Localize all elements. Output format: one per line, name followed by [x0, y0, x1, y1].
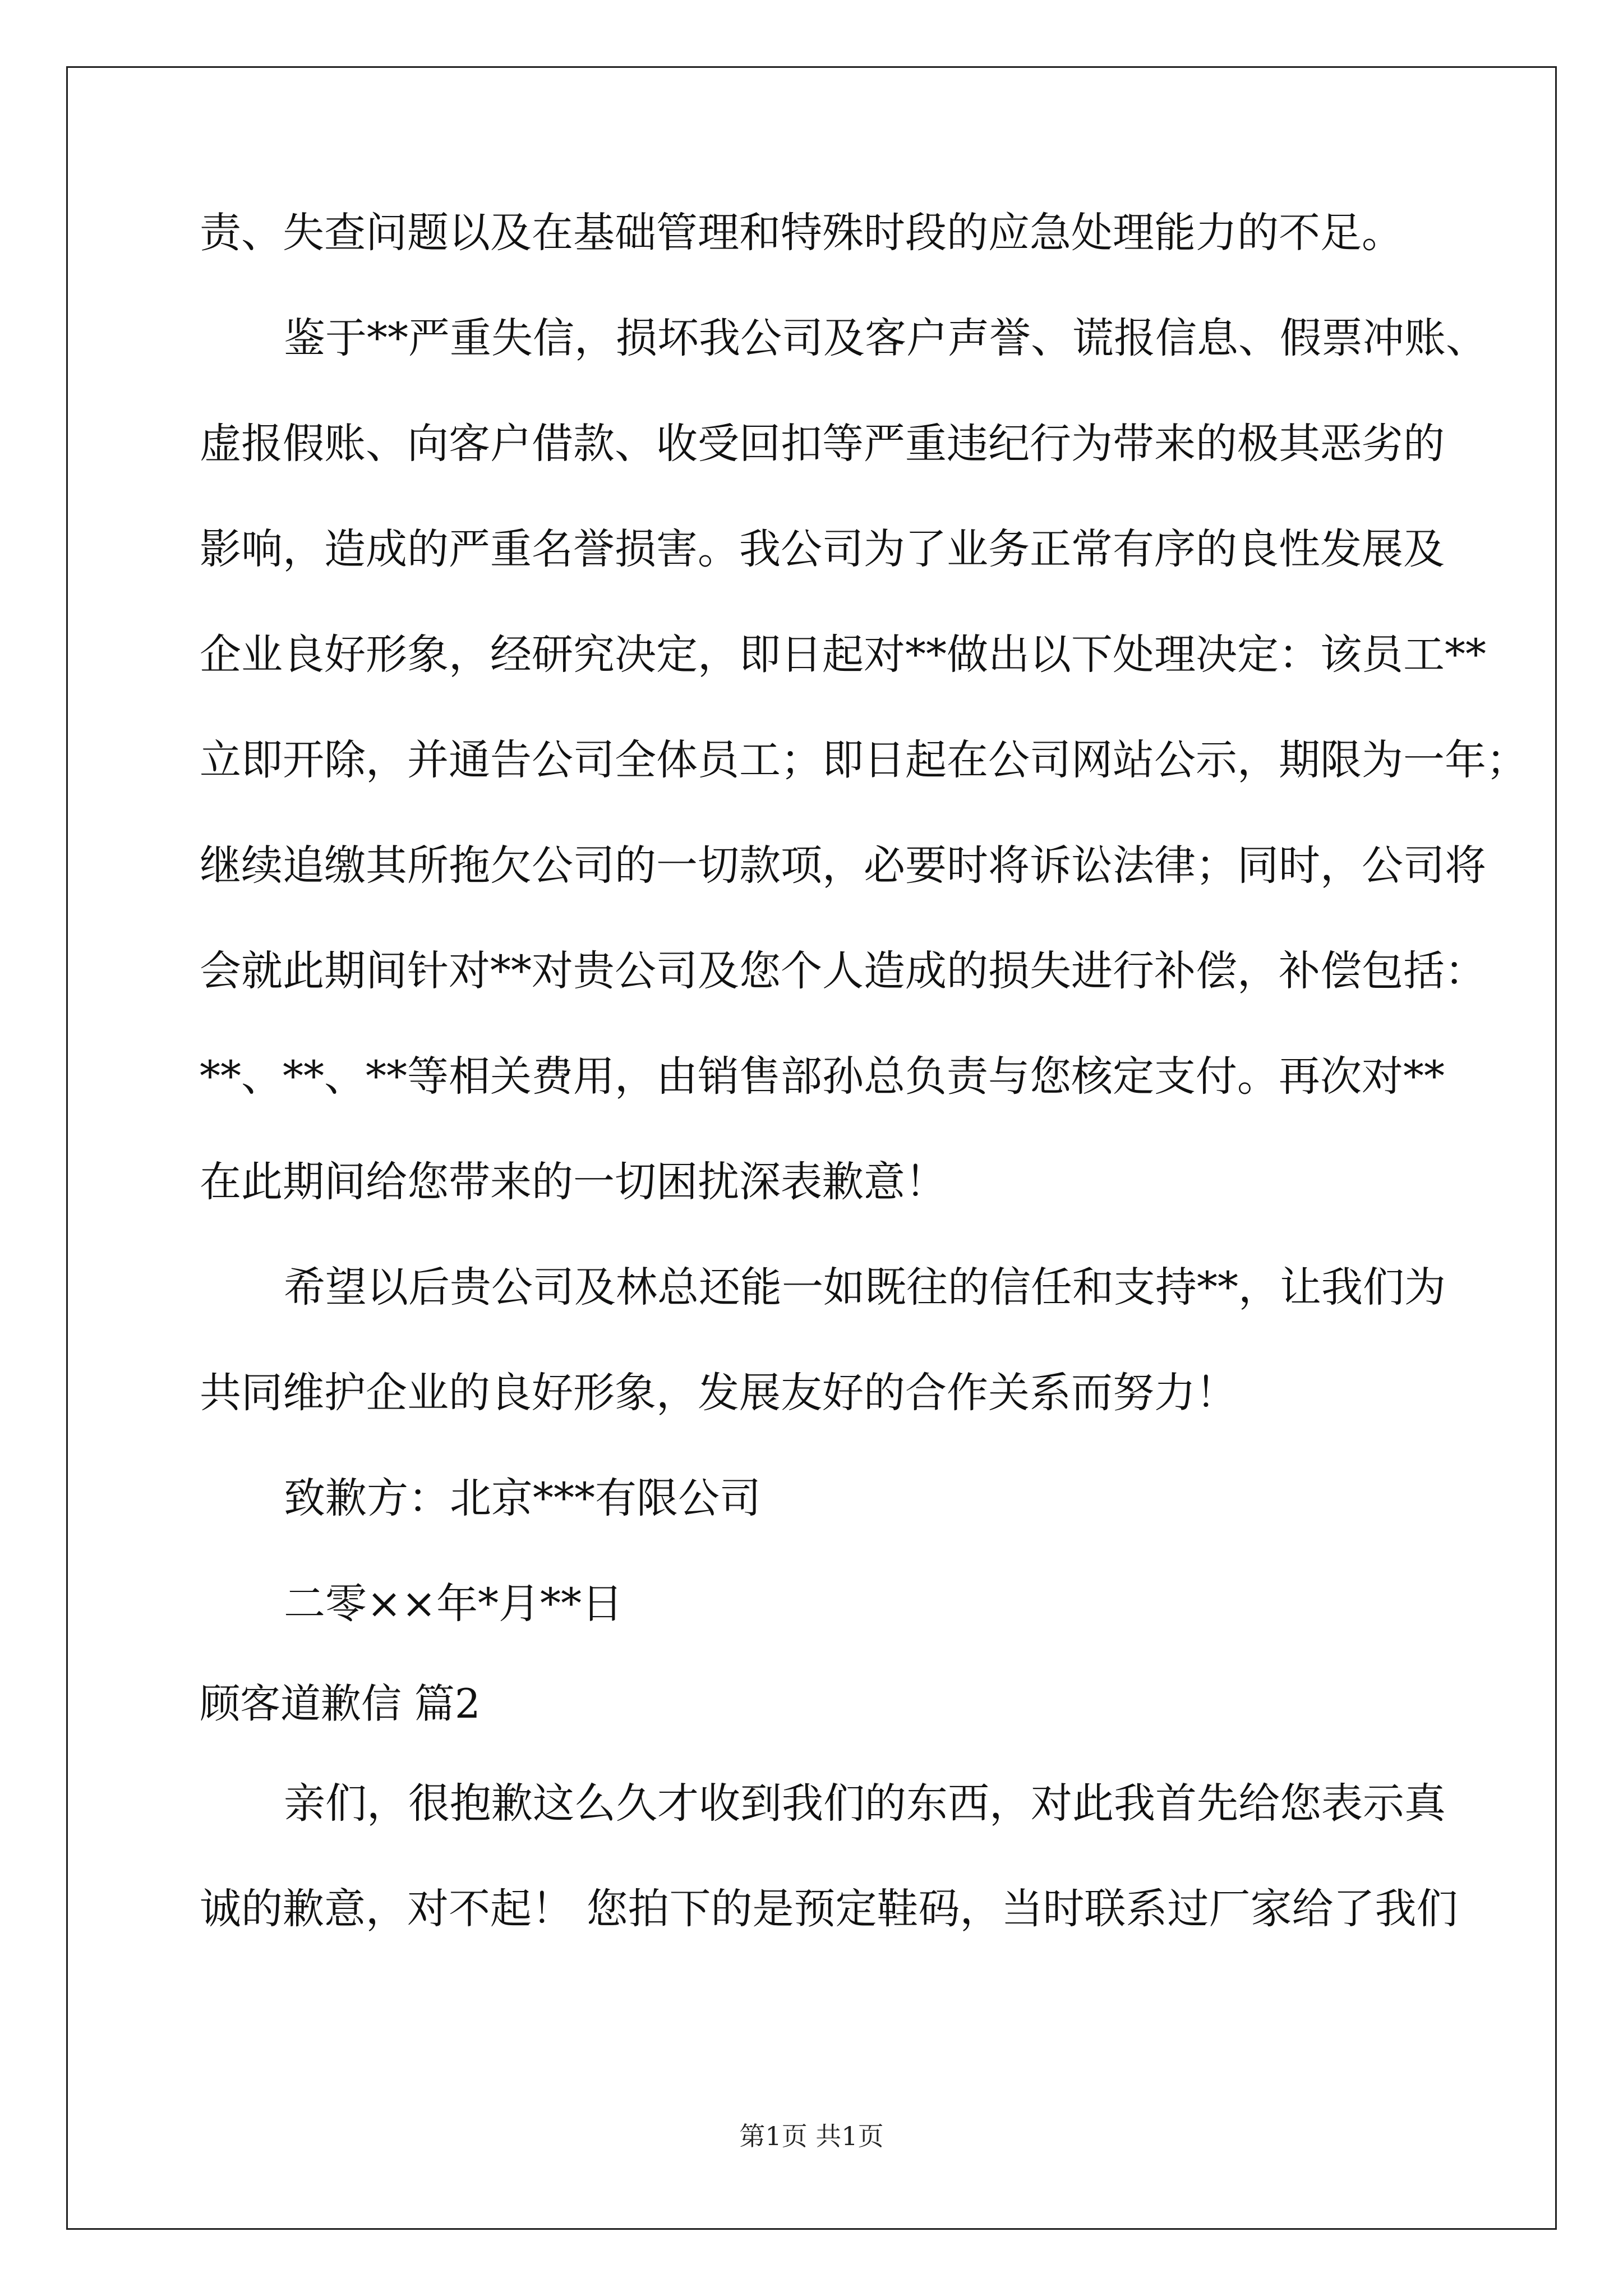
paragraph-line: 在此期间给您带来的一切困扰深表歉意！: [200, 1158, 947, 1206]
paragraph-line: 责、失查问题以及在基础管理和特殊时段的应急处理能力的不足。: [200, 209, 1403, 257]
page-footer: 第1页 共1页: [739, 2121, 884, 2151]
paragraph-line: 鉴于**严重失信，损坏我公司及客户声誉、谎报信息、假票冲账、: [284, 314, 1487, 362]
signature-line: 致歉方：北京***有限公司: [284, 1474, 761, 1522]
paragraph-line: 诚的歉意，对不起！ 您拍下的是预定鞋码，当时联系过厂家给了我们: [200, 1885, 1458, 1933]
paragraph-line: 会就此期间针对**对贵公司及您个人造成的损失进行补偿，补偿包括：: [200, 947, 1486, 995]
section-heading: 顾客道歉信 篇2: [200, 1680, 481, 1727]
paragraph-line: 立即开除，并通告公司全体员工；即日起在公司网站公示，期限为一年；: [200, 736, 1528, 784]
paragraph-line: 共同维护企业的良好形象，发展友好的合作关系而努力！: [200, 1369, 1237, 1417]
paragraph-line: 继续追缴其所拖欠公司的一切款项，必要时将诉讼法律；同时，公司将: [200, 841, 1486, 890]
paragraph-line: 影响，造成的严重名誉损害。我公司为了业务正常有序的良性发展及: [200, 525, 1445, 573]
paragraph-line: **、**、**等相关费用，由销售部孙总负责与您核定支付。再次对**: [200, 1052, 1445, 1101]
paragraph-line: 企业良好形象，经研究决定，即日起对**做出以下处理决定：该员工**: [200, 631, 1486, 679]
paragraph-line: 希望以后贵公司及林总还能一如既往的信任和支持**，让我们为: [284, 1263, 1446, 1312]
paragraph-line: 虚报假账、向客户借款、收受回扣等严重违纪行为带来的极其恶劣的: [200, 420, 1445, 468]
paragraph-line: 亲们，很抱歉这么久才收到我们的东西，对此我首先给您表示真: [284, 1779, 1446, 1828]
date-line: 二零××年*月**日: [284, 1580, 624, 1628]
